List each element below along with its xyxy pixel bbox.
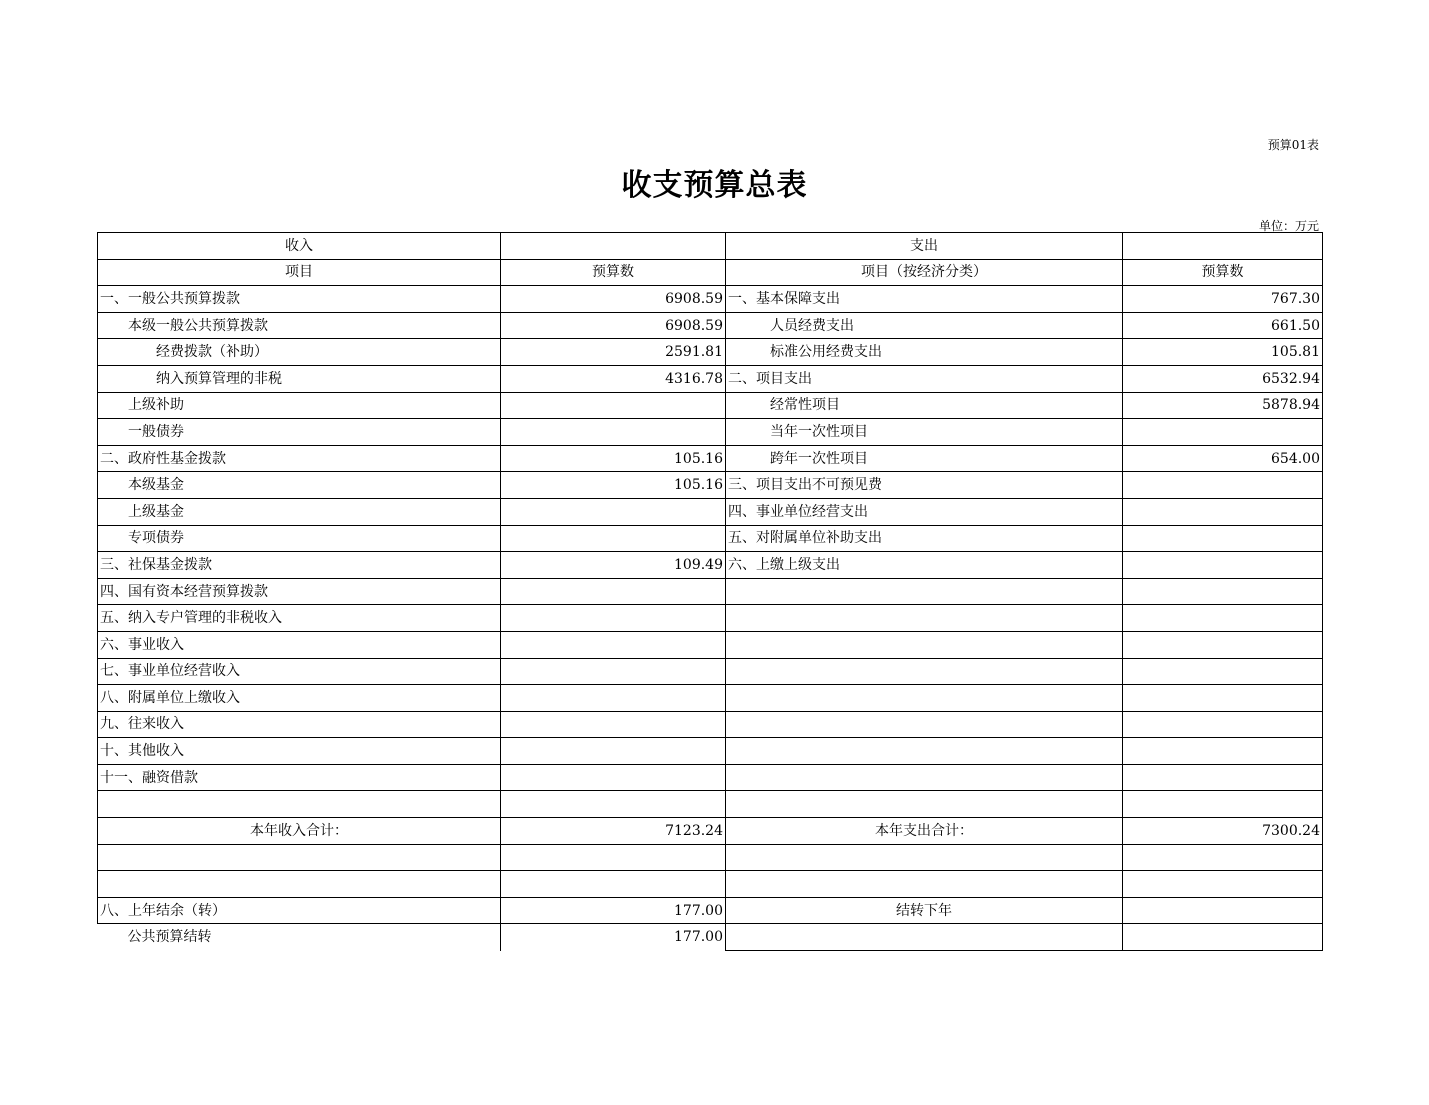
income-item-cell: 专项债券 [98,525,501,552]
income-group-header: 收入 [98,233,501,260]
expense-budget-cell [1123,419,1323,446]
expense-item-cell: 跨年一次性项目 [726,445,1123,472]
carry-row [98,897,1323,924]
income-budget-cell [501,498,726,525]
expense-item-cell: 五、对附属单位补助支出 [726,525,1123,552]
public-carry-row [98,924,1323,951]
table-row [98,631,1323,658]
income-item-cell: 一、一般公共预算拨款 [98,286,501,313]
income-budget-cell [501,711,726,738]
table-row [98,525,1323,552]
expense-item-cell [726,631,1123,658]
carry-in-value: 177.00 [501,897,726,924]
income-budget-cell: 105.16 [501,445,726,472]
expense-budget-cell [1123,578,1323,605]
table-row [98,286,1323,313]
empty-cell [726,924,1123,951]
table-row [98,685,1323,712]
income-item-cell: 八、附属单位上缴收入 [98,685,501,712]
group-header-row [98,233,1323,260]
income-budget-cell: 6908.59 [501,312,726,339]
income-item-cell: 经费拨款（补助） [98,339,501,366]
empty-cell [726,871,1123,898]
table-row [98,365,1323,392]
expense-item-cell [726,658,1123,685]
expense-budget-cell [1123,711,1323,738]
table-row [98,445,1323,472]
income-budget-cell [501,791,726,818]
expense-budget-cell [1123,525,1323,552]
budget-summary-table [97,232,1323,951]
expense-item-cell: 一、基本保障支出 [726,286,1123,313]
expense-budget-cell: 105.81 [1123,339,1323,366]
income-item-cell: 十、其他收入 [98,738,501,765]
income-item-cell: 三、社保基金拨款 [98,552,501,579]
income-item-cell: 二、政府性基金拨款 [98,445,501,472]
expense-item-cell: 人员经费支出 [726,312,1123,339]
income-budget-cell [501,578,726,605]
income-item-cell [98,791,501,818]
total-expense-label: 本年支出合计： [726,818,1123,845]
expense-budget-cell [1123,791,1323,818]
expense-budget-cell: 661.50 [1123,312,1323,339]
col-header-item-econ: 项目（按经济分类） [726,259,1123,286]
empty-cell [1123,844,1323,871]
expense-item-cell [726,711,1123,738]
income-budget-cell: 4316.78 [501,365,726,392]
total-row [98,818,1323,845]
carry-out-value [1123,897,1323,924]
income-item-cell: 上级基金 [98,498,501,525]
col-header-budget: 预算数 [501,259,726,286]
income-item-cell: 十一、融资借款 [98,764,501,791]
total-income-value: 7123.24 [501,818,726,845]
blank-row [98,871,1323,898]
expense-budget-cell: 654.00 [1123,445,1323,472]
col-header-budget2: 预算数 [1123,259,1323,286]
expense-budget-cell [1123,472,1323,499]
empty-cell [1123,233,1323,260]
table-row [98,472,1323,499]
table-row [98,764,1323,791]
expense-item-cell [726,764,1123,791]
income-item-cell: 九、往来收入 [98,711,501,738]
table-row [98,419,1323,446]
income-item-cell: 六、事业收入 [98,631,501,658]
expense-budget-cell [1123,605,1323,632]
expense-item-cell [726,578,1123,605]
total-income-label: 本年收入合计： [98,818,501,845]
column-header-row [98,259,1323,286]
table-row [98,711,1323,738]
empty-cell [1123,871,1323,898]
total-expense-value: 7300.24 [1123,818,1323,845]
income-item-cell: 五、纳入专户管理的非税收入 [98,605,501,632]
unit-label: 单位：万元 [1258,219,1319,233]
income-item-cell: 七、事业单位经营收入 [98,658,501,685]
table-row [98,791,1323,818]
income-budget-cell [501,764,726,791]
col-header-item: 项目 [98,259,501,286]
table-row [98,392,1323,419]
income-budget-cell: 6908.59 [501,286,726,313]
expense-item-cell: 二、项目支出 [726,365,1123,392]
carry-out-label: 结转下年 [726,897,1123,924]
expense-budget-cell [1123,738,1323,765]
empty-cell [501,844,726,871]
expense-item-cell [726,685,1123,712]
carry-in-label: 八、上年结余（转） [98,897,501,924]
public-carry-value: 177.00 [501,924,726,951]
expense-budget-cell [1123,552,1323,579]
income-budget-cell [501,525,726,552]
table-row [98,339,1323,366]
empty-cell [726,844,1123,871]
table-row [98,605,1323,632]
income-budget-cell: 109.49 [501,552,726,579]
income-item-cell: 一般债券 [98,419,501,446]
expense-item-cell [726,738,1123,765]
expense-budget-cell [1123,631,1323,658]
income-budget-cell: 105.16 [501,472,726,499]
income-budget-cell: 2591.81 [501,339,726,366]
expense-item-cell: 四、事业单位经营支出 [726,498,1123,525]
expense-group-header: 支出 [726,233,1123,260]
income-budget-cell [501,658,726,685]
table-row [98,738,1323,765]
table-row [98,312,1323,339]
expense-budget-cell [1123,764,1323,791]
expense-item-cell: 经常性项目 [726,392,1123,419]
income-item-cell: 本级基金 [98,472,501,499]
table-row [98,658,1323,685]
expense-budget-cell [1123,685,1323,712]
income-budget-cell [501,419,726,446]
expense-budget-cell [1123,498,1323,525]
empty-cell [501,233,726,260]
form-number: 预算01表 [1267,138,1319,152]
income-item-cell: 上级补助 [98,392,501,419]
income-budget-cell [501,392,726,419]
income-budget-cell [501,605,726,632]
empty-cell [98,844,501,871]
table-row [98,498,1323,525]
expense-budget-cell: 5878.94 [1123,392,1323,419]
page-title: 收支预算总表 [621,168,808,203]
public-carry-label: 公共预算结转 [98,924,501,951]
expense-budget-cell: 6532.94 [1123,365,1323,392]
income-item-cell: 本级一般公共预算拨款 [98,312,501,339]
income-item-cell: 纳入预算管理的非税 [98,365,501,392]
table-row [98,578,1323,605]
table-row [98,552,1323,579]
empty-cell [98,871,501,898]
income-budget-cell [501,738,726,765]
expense-item-cell: 标准公用经费支出 [726,339,1123,366]
expense-item-cell: 当年一次性项目 [726,419,1123,446]
empty-cell [1123,924,1323,951]
expense-budget-cell [1123,658,1323,685]
income-budget-cell [501,631,726,658]
expense-item-cell [726,605,1123,632]
income-budget-cell [501,685,726,712]
empty-cell [501,871,726,898]
expense-item-cell: 三、项目支出不可预见费 [726,472,1123,499]
expense-item-cell [726,791,1123,818]
expense-budget-cell: 767.30 [1123,286,1323,313]
expense-item-cell: 六、上缴上级支出 [726,552,1123,579]
blank-row [98,844,1323,871]
income-item-cell: 四、国有资本经营预算拨款 [98,578,501,605]
